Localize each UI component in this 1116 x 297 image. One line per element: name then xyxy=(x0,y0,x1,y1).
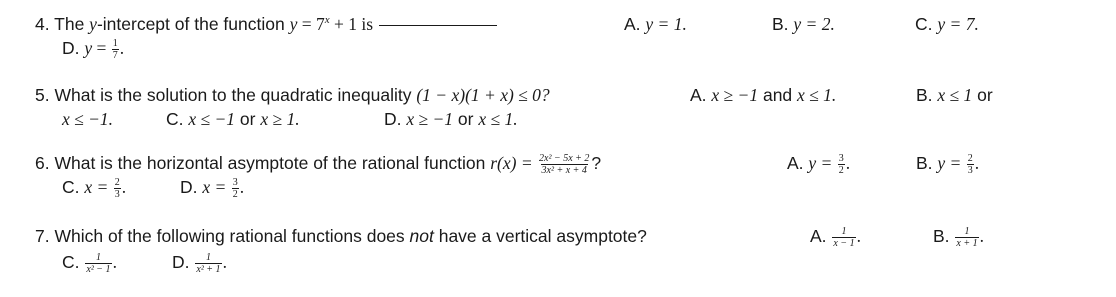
q7-choice-b-label: B. xyxy=(933,226,955,246)
q6-choice-b xyxy=(916,152,979,176)
q5-choice-d-or: or xyxy=(453,109,479,129)
q6-choice-c-end: . xyxy=(121,177,127,197)
q5-choice-a-and: and xyxy=(758,85,798,105)
q4-choice-d-fraction xyxy=(112,38,119,61)
q6-choice-a-label: A. xyxy=(787,153,809,173)
q7-choice-b xyxy=(933,225,984,249)
q6-choice-b-label: B. xyxy=(916,153,938,173)
q6-choice-a-fraction xyxy=(838,153,845,176)
q6-choice-d-fraction xyxy=(232,177,239,200)
q5-line2 xyxy=(62,108,113,130)
fraction-numerator: 1 xyxy=(964,225,970,237)
q7-choice-c-end: . xyxy=(112,252,117,272)
q5-text: 5. What is the solution to the quadratic inequality xyxy=(35,85,417,105)
q6-qmark: ? xyxy=(591,153,602,173)
q7-choice-b-fraction xyxy=(955,226,978,249)
q4-choice-d-end: . xyxy=(119,38,125,58)
q7-line1 xyxy=(35,225,647,247)
q7-choice-c-label: C. xyxy=(62,252,85,272)
q5-choice-a xyxy=(690,84,836,106)
q4-choice-d-lhs: y xyxy=(84,38,93,58)
q7-choice-d-end: . xyxy=(222,252,227,272)
q7-text-after: have a vertical asymptote? xyxy=(433,226,647,246)
q6-line1 xyxy=(35,152,601,176)
q4-choice-b xyxy=(772,13,835,35)
q7-choice-b-end: . xyxy=(979,226,984,246)
q4-choice-b-math: y = 2. xyxy=(793,14,835,34)
q6-choice-d-label: D. xyxy=(180,177,203,197)
q6-choice-a xyxy=(787,152,850,176)
q4-choice-c-label: C. xyxy=(915,14,938,34)
q5-choice-b-continued: x ≤ −1. xyxy=(62,109,114,129)
fraction-denominator: 2 xyxy=(838,164,844,176)
q6-choice-c-label: C. xyxy=(62,177,85,197)
q7-choice-a-fraction xyxy=(832,226,855,249)
q4-choice-d-eq: = xyxy=(92,38,111,58)
q5-choice-d xyxy=(384,108,518,130)
q4-func-rest: + 1 is xyxy=(329,14,374,34)
q5-choice-c xyxy=(166,108,300,130)
q6-choice-b-fraction xyxy=(967,153,974,176)
q5-choice-a-math2: x ≤ 1. xyxy=(797,85,837,105)
q4-prefix: 4. The xyxy=(35,14,90,34)
fraction-denominator: x + 1 xyxy=(956,237,978,249)
q6-choice-c xyxy=(62,176,126,200)
q5-choice-a-label: A. xyxy=(690,85,712,105)
q7-choice-c xyxy=(62,251,117,275)
q4-choice-c-math: y = 7. xyxy=(937,14,979,34)
q6-fraction xyxy=(538,153,590,176)
fraction-numerator: 1 xyxy=(112,37,118,49)
q7-choice-a-label: A. xyxy=(810,226,832,246)
q4-choice-b-label: B. xyxy=(772,14,794,34)
q6-choice-c-fraction xyxy=(114,177,121,200)
fraction-numerator: 2 xyxy=(967,152,973,164)
q6-choice-a-var: y = xyxy=(808,153,837,173)
q6-choice-c-var: x = xyxy=(84,177,113,197)
q5-choice-d-label: D. xyxy=(384,109,407,129)
q4-exp: x xyxy=(324,14,330,26)
q5-choice-b-label: B. xyxy=(916,85,938,105)
q5-choice-b-or: or xyxy=(972,85,993,105)
q4-func-lhs: y xyxy=(289,14,298,34)
fraction-numerator: 2x² − 5x + 2 xyxy=(539,152,590,164)
fraction-numerator: 1 xyxy=(205,251,211,263)
q4-choice-a-label: A. xyxy=(624,14,646,34)
fraction-denominator: x² + 1 xyxy=(196,263,221,275)
fraction-numerator: 1 xyxy=(95,251,101,263)
q5-choice-d-math2: x ≤ 1. xyxy=(478,109,518,129)
q6-func: r(x) = xyxy=(490,153,538,173)
q6-choice-d-end: . xyxy=(239,177,245,197)
q6-choice-a-end: . xyxy=(845,153,851,173)
q6-choice-d-var: x = xyxy=(202,177,231,197)
q6-text: 6. What is the horizontal asymptote of the rational function xyxy=(35,153,491,173)
q7-text-before: 7. Which of the following rational functions does xyxy=(35,226,410,246)
q7-choice-d xyxy=(172,251,227,275)
q4-choice-d xyxy=(62,37,124,61)
q5-choice-c-math2: x ≥ 1. xyxy=(260,109,300,129)
answer-blank xyxy=(379,25,497,26)
q4-choice-a xyxy=(624,13,687,35)
q6-choice-b-end: . xyxy=(974,153,980,173)
q5-choice-a-math1: x ≥ −1 xyxy=(711,85,759,105)
q5-choice-c-label: C. xyxy=(166,109,189,129)
q4-mid: -intercept of the function xyxy=(96,14,290,34)
q7-choice-a-end: . xyxy=(856,226,861,246)
fraction-numerator: 3 xyxy=(838,152,844,164)
q7-choice-a xyxy=(810,225,861,249)
q5-inequality: (1 − x)(1 + x) ≤ 0? xyxy=(416,85,550,105)
q4-eq: = 7 xyxy=(297,14,325,34)
q7-choice-d-label: D. xyxy=(172,252,195,272)
q7-not: not xyxy=(409,226,434,246)
q5-choice-c-or: or xyxy=(235,109,261,129)
fraction-denominator: x² − 1 xyxy=(86,263,111,275)
fraction-denominator: 3 xyxy=(114,188,120,200)
fraction-denominator: 2 xyxy=(232,188,238,200)
q5-choice-d-math1: x ≥ −1 xyxy=(406,109,454,129)
q4-y-var: y xyxy=(89,14,97,34)
q5-choice-c-math1: x ≤ −1 xyxy=(188,109,236,129)
q4-choice-a-math: y = 1. xyxy=(645,14,687,34)
fraction-denominator: x − 1 xyxy=(833,237,855,249)
q5-line1 xyxy=(35,84,550,106)
fraction-denominator: 3 xyxy=(967,164,973,176)
q7-choice-c-fraction xyxy=(85,252,111,275)
fraction-numerator: 1 xyxy=(841,225,847,237)
q6-choice-d xyxy=(180,176,244,200)
fraction-denominator: 3x² + x + 4 xyxy=(541,164,587,176)
fraction-numerator: 2 xyxy=(114,176,120,188)
q4-line1 xyxy=(35,13,503,38)
fraction-numerator: 3 xyxy=(232,176,238,188)
q4-choice-d-label: D. xyxy=(62,38,85,58)
q5-choice-b xyxy=(916,84,993,106)
q7-choice-d-fraction xyxy=(195,252,221,275)
fraction-denominator: 7 xyxy=(112,49,118,61)
q4-choice-c xyxy=(915,13,979,35)
q6-choice-b-var: y = xyxy=(937,153,966,173)
q5-choice-b-math: x ≤ 1 xyxy=(937,85,973,105)
